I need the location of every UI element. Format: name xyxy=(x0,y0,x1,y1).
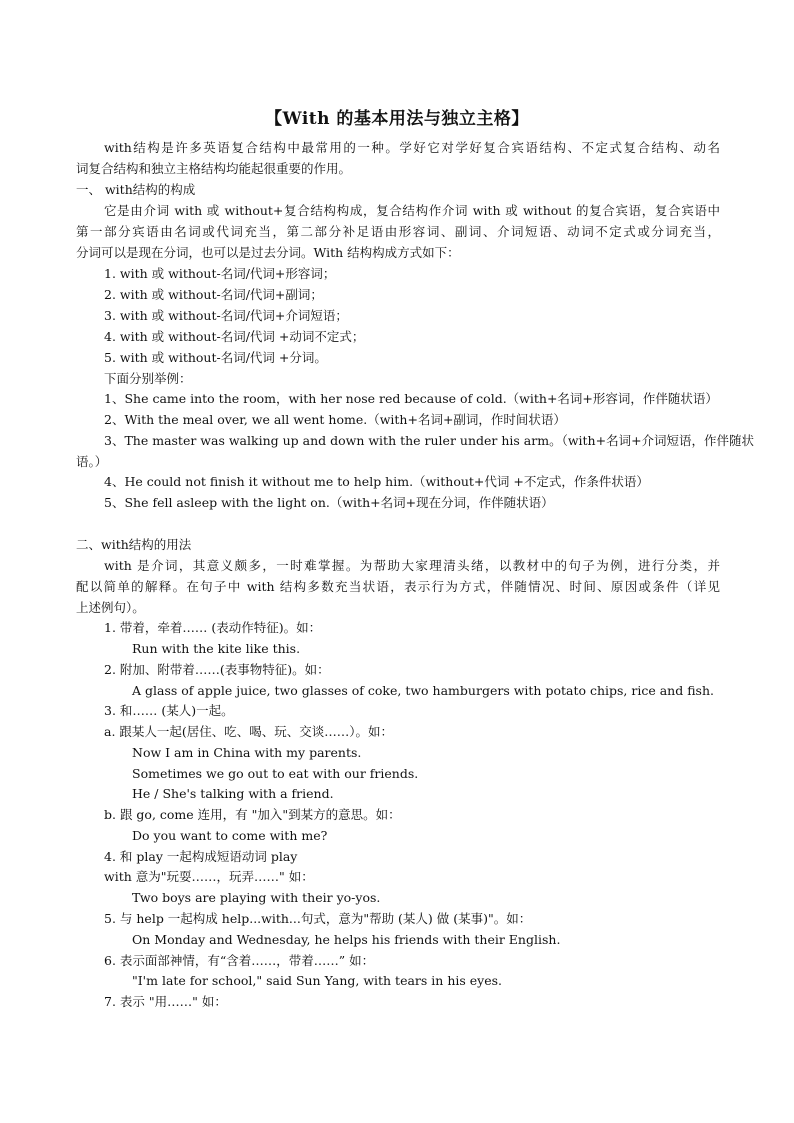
usage-example: Sometimes we go out to eat with our friends. xyxy=(132,766,419,781)
usage-item: 1. 带着，牵着…… (表动作特征)。如： xyxy=(104,620,322,635)
paragraph-line: 配以简单的解释。在句子中 with 结构多数充当状语，表示行为方式，伴随情况、时间、原因或条件（详见 xyxy=(76,579,720,594)
usage-example: Two boys are playing with their yo-yos. xyxy=(132,890,381,905)
usage-item: with 意为"玩耍……，玩弄……" 如： xyxy=(104,869,314,884)
usage-example: A glass of apple juice, two glasses of coke, two hamburgers with potato chips, rice and fish. xyxy=(132,683,714,698)
usage-example: On Monday and Wednesday, he helps his friends with their English. xyxy=(132,932,561,947)
usage-item: 4. 和 play 一起构成短语动词 play xyxy=(104,849,298,864)
form-item: 3. with 或 without-名词/代词+介词短语； xyxy=(104,308,348,323)
usage-example: "I'm late for school," said Sun Yang, with tears in his eyes. xyxy=(132,973,503,988)
section-heading: 一、 with结构的构成 xyxy=(76,182,196,197)
paragraph-line: 上述例句）。 xyxy=(76,600,145,615)
usage-item: 2. 附加、附带着……(表事物特征)。如： xyxy=(104,662,330,677)
usage-item: 6. 表示面部神情，有“含着……，带着……” 如： xyxy=(104,953,375,968)
usage-item: 5. 与 help 一起构成 help...with...句式，意为"帮助 (某人) 做 (某事)"。如： xyxy=(104,911,532,926)
form-item: 4. with 或 without-名词/代词 +动词不定式； xyxy=(104,329,365,344)
paragraph-line: 分词可以是现在分词，也可以是过去分词。With 结构构成方式如下： xyxy=(76,245,460,260)
usage-example: Run with the kite like this. xyxy=(132,641,301,656)
document-title: 【With 的基本用法与独立主格】 xyxy=(265,109,529,129)
intro-line: 词复合结构和独立主格结构均能起很重要的作用。 xyxy=(76,161,352,176)
form-item: 2. with 或 without-名词/代词+副词； xyxy=(104,287,323,302)
example-sentence: 5、She fell asleep with the light on.（with+名词+现在分词，作伴随状语） xyxy=(104,495,554,510)
usage-example: Do you want to come with me? xyxy=(132,828,328,843)
usage-example: Now I am in China with my parents. xyxy=(132,745,362,760)
form-item: 5. with 或 without-名词/代词 +分词。 xyxy=(104,350,327,365)
paragraph-line: with 是介词，其意义颇多，一时难掌握。为帮助大家理清头绪，以教材中的句子为例，进行分类，并 xyxy=(104,558,720,573)
form-item: 1. with 或 without-名词/代词+形容词； xyxy=(104,266,336,281)
usage-subitem: b. 跟 go, come 连用，有 "加入"到某方的意思。如： xyxy=(104,807,401,822)
section-heading: 二、with结构的用法 xyxy=(76,537,192,552)
paragraph-line: 它是由介词 with 或 without+复合结构构成，复合结构作介词 with 或 without 的复合宾语，复合宾语中 xyxy=(104,203,720,218)
example-sentence: 语。） xyxy=(76,454,108,469)
usage-item: 7. 表示 "用……" 如： xyxy=(104,994,227,1009)
example-sentence: 3、The master was walking up and down with the ruler under his arm。（with+名词+介词短语，作伴随状 xyxy=(104,433,755,448)
intro-line: with结构是许多英语复合结构中最常用的一种。学好它对学好复合宾语结构、不定式复合结构、动名 xyxy=(104,140,720,155)
example-sentence: 2、With the meal over, we all went home.（with+名词+副词，作时间状语） xyxy=(104,412,566,427)
usage-subitem: a. 跟某人一起(居住、吃、喝、玩、交谈……）。如： xyxy=(104,724,394,739)
usage-example: He / She's talking with a friend. xyxy=(132,786,334,801)
examples-intro: 下面分别举例： xyxy=(104,371,192,386)
paragraph-line: 第一部分宾语由名词或代词充当，第二部分补足语由形容词、副词、介词短语、动词不定式或分词充当， xyxy=(76,224,720,239)
example-sentence: 4、He could not finish it without me to help him.（without+代词 +不定式，作条件状语） xyxy=(104,474,649,489)
example-sentence: 1、She came into the room，with her nose red because of cold.（with+名词+形容词，作伴随状语） xyxy=(104,391,718,406)
usage-item: 3. 和…… (某人)一起。 xyxy=(104,703,234,718)
